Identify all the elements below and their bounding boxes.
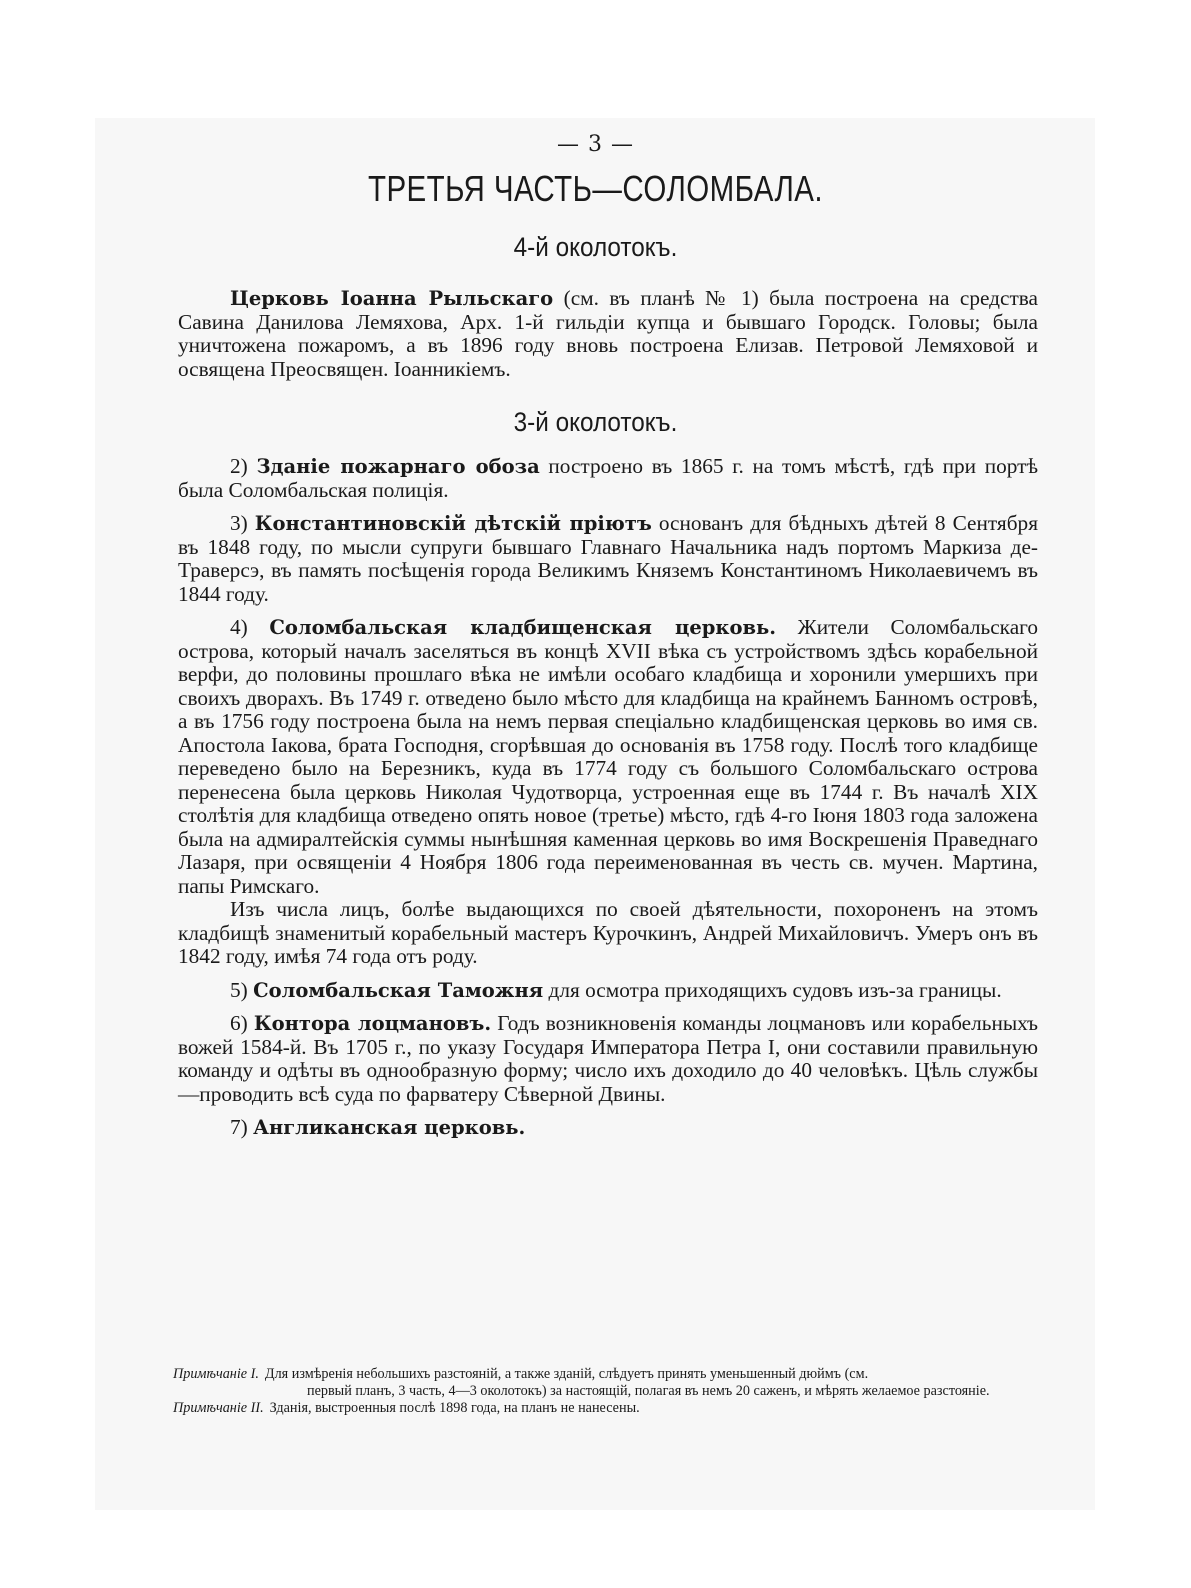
entry-number: 2) (230, 454, 248, 478)
section-4-body (178, 287, 1038, 381)
entry-church-ioann-rylsky (178, 287, 1038, 381)
entry-3-orphanage (178, 512, 1038, 606)
entry-name: Соломбальская Таможня (253, 978, 544, 1002)
entry-text: построено въ 1865 г. на томъ мѣстѣ, гдѣ при портѣ была Соломбальская полиція. (178, 454, 1039, 502)
section-title-4: 4-й околотокъ. (513, 232, 678, 262)
footnote-label: Примѣчаніе I. (173, 1366, 259, 1382)
part-title: ТРЕТЬЯ ЧАСТЬ—СОЛОМБАЛА. (368, 168, 823, 209)
footnote-2 (173, 1400, 1041, 1417)
entry-7-anglican-church (178, 1116, 1038, 1140)
section-title-3: 3-й околотокъ. (513, 407, 678, 437)
entry-text: Жители Соломбальскаго острова, который началъ заселяться въ концѣ XVII вѣка съ устройствомъ здѣсь корабельной верфи, до половины прошлаго вѣка не имѣли особаго кладбища и хоронили умершихъ при своихъ дворахъ. Въ 1749 г. отведено было мѣсто для кладбища на крайнемъ Банномъ островѣ, а въ 1756 году построена была на немъ первая спеціально кладбищенская церковь во имя св. Апостола Іакова, брата Господня, сгорѣвшая до основанія въ 1758 году. Послѣ того кладбище переведено было на Березникъ, куда въ 1774 году съ большого Соломбальскаго острова перенесена была церковь Николая Чудотворца, устроенная еще въ 1744 г. Въ началѣ XIX столѣтія для кладбища отведено опять новое (третье) мѣсто, гдѣ 4-го Іюня 1803 года заложена была на адмиралтейскія суммы нынѣшняя каменная церковь во имя Воскрешенія Праведнаго Лазаря, при освященіи 4 Ноября 1806 года переименованная въ честь св. мучен. Мартина, папы Римскаго. (178, 615, 1038, 898)
entry-4-cemetery-church (178, 616, 1038, 898)
entry-text: (см. въ планѣ № 1) была построена на средства Савина Данилова Лемяхова, Арх. 1-й гильдіи купца и бывшаго Городск. Головы; была уничтожена пожаромъ, а въ 1896 году вновь построена Елизав. Петровой Лемяховой и освящена Преосвящен. Іоанникіемъ. (178, 286, 1038, 381)
entry-number: 4) (230, 615, 248, 639)
entry-6-pilots-office (178, 1012, 1038, 1106)
entry-5-customs (178, 979, 1038, 1003)
footnote-text: Зданія, выстроенныя послѣ 1898 года, на планъ не нанесены. (269, 1400, 640, 1416)
entry-text: основанъ для бѣдныхъ дѣтей 8 Сентября въ 1848 году, по мысли супруги бывшаго Главнаго Начальника надъ портомъ Маркиза де-Траверсэ, въ память посѣщенія города Великимъ Княземъ Константиномъ Николаевичемъ въ 1844 году. (178, 511, 1038, 606)
entry-name: Константиновскій дѣтскій пріютъ (254, 512, 652, 535)
entry-2-fire-brigade (178, 455, 1038, 502)
entry-number: 6) (230, 1011, 248, 1035)
entry-number: 5) (230, 977, 248, 1002)
entry-name: Англиканская церковь. (253, 1116, 526, 1139)
entry-number: 7) (230, 1115, 248, 1139)
entry-number: 3) (230, 511, 248, 535)
footnote-continuation: первый планъ, 3 часть, 4—3 околотокъ) за настоящій, полагая въ немъ 20 саженъ, и мѣрять желаемое разстояніе. (307, 1383, 990, 1399)
entry-text: для осмотра приходящихъ судовъ изъ-за границы. (548, 977, 1002, 1002)
footnote-1 (173, 1366, 1041, 1400)
page-number: — 3 — (557, 132, 634, 157)
entry-4-continuation: Изъ числа лицъ, болѣе выдающихся по своей дѣятельности, похороненъ на этомъ кладбищѣ знаменитый корабельный мастеръ Курочкинъ, Андрей Михайловичъ. Умеръ онъ въ 1842 году, имѣя 74 года отъ роду. (178, 897, 1038, 968)
entry-name: Зданіе пожарнаго обоза (256, 455, 540, 478)
footnote-text: Для измѣренія небольшихъ разстояній, а также зданій, слѣдуетъ принять уменьшенный дюймъ (см. (264, 1366, 869, 1382)
entry-name: Церковь Іоанна Рыльскаго (230, 287, 554, 310)
entry-name: Соломбальская кладбищенская церковь. (269, 616, 777, 639)
entry-name: Контора лоцмановъ. (253, 1012, 492, 1035)
entry-text: Годъ возникновенія команды лоцмановъ или корабельныхъ вожей 1584-й. Въ 1705 г., по указу Государя Императора Петра I, они составили правильную команду и одѣты въ однообразную форму; число ихъ доходило до 40 человѣкъ. Цѣль службы—проводить всѣ суда по фарватеру Сѣверной Двины. (178, 1011, 1039, 1106)
footnotes (173, 1366, 1041, 1417)
section-3-body (178, 455, 1038, 1140)
footnote-label: Примѣчаніе II. (173, 1400, 264, 1416)
